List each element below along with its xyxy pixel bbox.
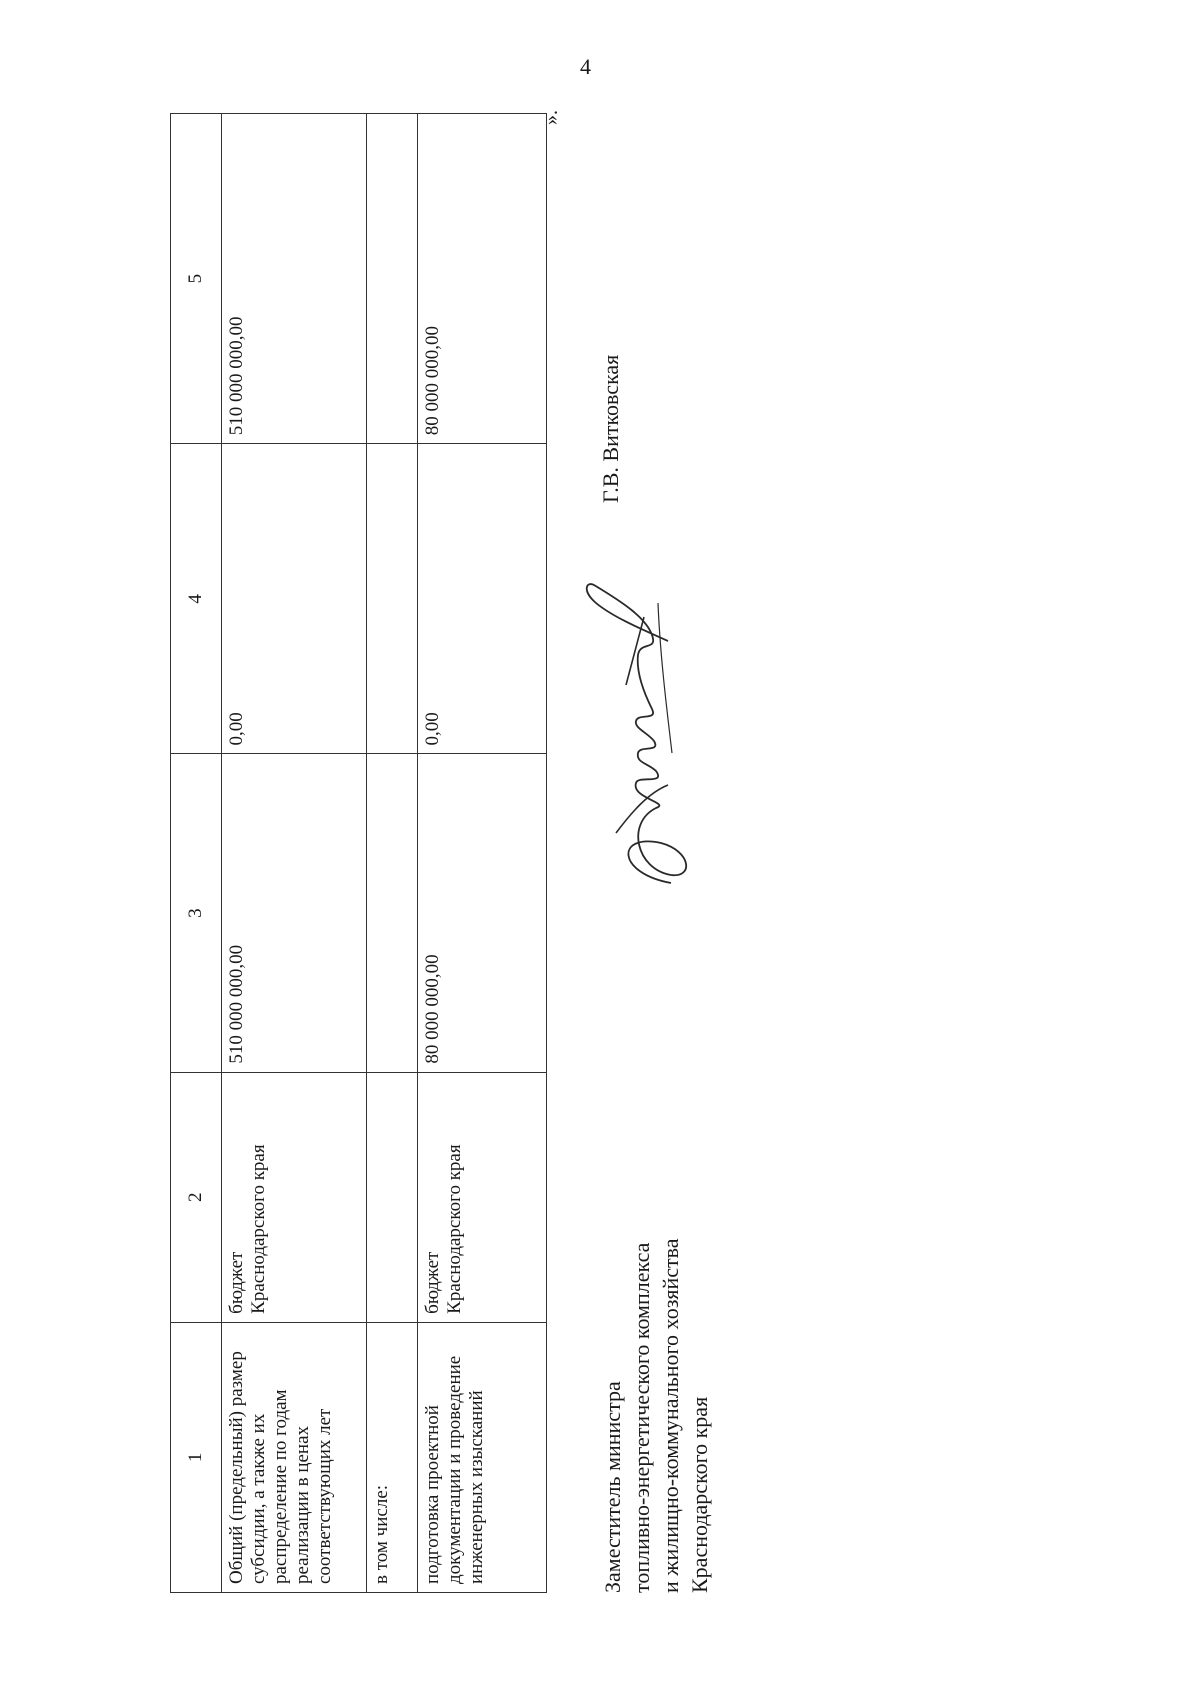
page-number: 4	[580, 54, 591, 79]
handwritten-signature	[576, 573, 716, 903]
table-row	[367, 114, 418, 1593]
subsidy-table	[170, 113, 547, 1593]
table-cell-empty	[367, 444, 418, 754]
cell-line: документации и проведение	[444, 1355, 465, 1584]
cell-line: подготовка проектной	[422, 1405, 443, 1584]
table-cell-amount: 80 000 000,00	[418, 114, 547, 444]
table-cell-empty	[367, 114, 418, 444]
table-cell-amount: 510 000 000,00	[222, 114, 367, 444]
table-header-row	[171, 114, 222, 1593]
table-cell-amount: 0,00	[222, 444, 367, 754]
table-cell-description	[418, 1322, 547, 1592]
position-line: топливно-энергетического комплекса	[629, 1242, 654, 1593]
cell-line: бюджет	[226, 1251, 247, 1314]
document-content	[170, 73, 730, 1593]
table-cell-empty	[367, 754, 418, 1072]
table-cell-description	[222, 1322, 367, 1592]
signatory-position	[598, 1238, 714, 1593]
position-line: и жилищно-коммунального хозяйства	[658, 1238, 683, 1593]
cell-line: Общий (предельный) размер	[226, 1351, 247, 1584]
header-cell: 1	[171, 1322, 222, 1592]
cell-line: бюджет	[422, 1251, 443, 1314]
header-cell: 3	[171, 754, 222, 1072]
signatory-name: Г.В. Витковская	[598, 354, 623, 503]
position-line: Заместитель министра	[600, 1381, 625, 1593]
position-line: Краснодарского края	[687, 1396, 712, 1593]
table-cell-source	[418, 1072, 547, 1322]
cell-line: Краснодарского края	[444, 1144, 465, 1314]
cell-line: распределение по годам	[270, 1389, 291, 1584]
signature-block	[588, 93, 728, 1593]
cell-line: соответствующих лет	[314, 1408, 335, 1584]
header-cell: 2	[171, 1072, 222, 1322]
cell-line: субсидии, а также их	[248, 1413, 269, 1584]
header-cell: 5	[171, 114, 222, 444]
cell-line: реализации в ценах	[292, 1425, 313, 1584]
closing-quote-mark: ».	[540, 110, 562, 125]
table-cell-empty	[367, 1072, 418, 1322]
table-row	[222, 114, 367, 1593]
cell-line: в том числе:	[371, 1484, 392, 1584]
table-cell-amount: 0,00	[418, 444, 547, 754]
table-cell-description	[367, 1322, 418, 1592]
table-row	[418, 114, 547, 1593]
table-cell-source	[222, 1072, 367, 1322]
header-cell: 4	[171, 444, 222, 754]
cell-line: Краснодарского края	[248, 1144, 269, 1314]
cell-line: инженерных изысканий	[466, 1390, 487, 1584]
table-cell-amount: 80 000 000,00	[418, 754, 547, 1072]
table-cell-amount: 510 000 000,00	[222, 754, 367, 1072]
